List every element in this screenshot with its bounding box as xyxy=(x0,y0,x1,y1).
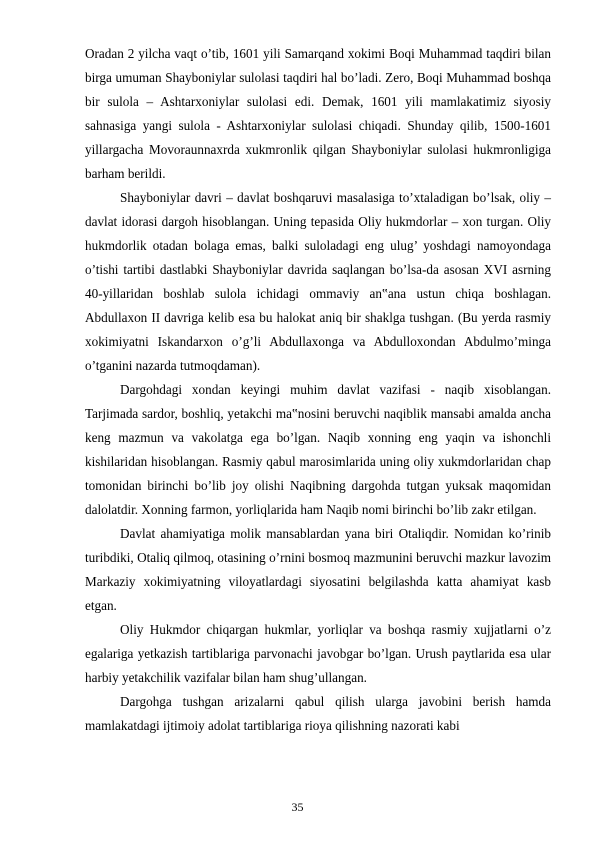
paragraph-2: Shayboniylar davri – davlat boshqaruvi masalasiga to’xtaladigan bo’lsak, oliy – davlat idorasi dargoh hisoblangan. Uning tepasida Oliy hukmdorlar – xon turgan. Oliy hukmdorlik otadan bolaga emas, balki suloladagi eng ulug’ yoshdagi namoyondaga o’tishi tartibi dastlabki Shayboniylar davrida saqlangan bo’lsa-da asosan XVI asrning 40-yillaridan boshlab sulola ichidagi ommaviy an‟ana ustun chiqa boshlagan. Abdullaxon II davriga kelib esa bu halokat aniq bir shaklga tushgan. (Bu yerda rasmiy xokimiyatni Iskandarxon o’g’li Abdullaxonga va Abdulloxondan Abdulmo’minga o’tganini nazarda tutmoqdaman). xyxy=(85,190,551,373)
paragraph-3: Dargohdagi xondan keyingi muhim davlat vazifasi - naqib xisoblangan. Tarjimada sardor, boshliq, yetakchi ma‟nosini beruvchi naqiblik mansabi amalda ancha keng mazmun va vakolatga ega bo’lgan. Naqib xonning eng yaqin va ishonchli kishilaridan hisoblangan. Rasmiy qabul marosimlarida uning oliy xukmdorlaridan chap tomonidan birinchi bo’lib joy olishi Naqibning dargohda tutgan yuksak maqomidan dalolatdir. Xonning farmon, yorliqlarida ham Naqib nomi birinchi bo’lib zakr etilgan. xyxy=(85,382,551,517)
paragraph-6: Dargohga tushgan arizalarni qabul qilish ularga javobini berish hamda mamlakatdagi ijtimoiy adolat tartiblariga rioya qilishning nazorati kabi xyxy=(85,694,551,733)
page-number: 35 xyxy=(291,800,304,814)
paragraph-4: Davlat ahamiyatiga molik mansablardan yana biri Otaliqdir. Nomidan ko’rinib turibdiki, Otaliq qilmoq, otasining o’rnini bosmoq mazmunini beruvchi mazkur lavozim Markaziy xokimiyatning viloyatlardagi siyosatini belgilashda katta ahamiyat kasb etgan. xyxy=(85,526,551,613)
paragraph-5: Oliy Hukmdor chiqargan hukmlar, yorliqlar va boshqa rasmiy xujjatlarni o’z egalariga yetkazish tartiblariga parvonachi javobgar bo’lgan. Urush paytlarida esa ular harbiy yetakchilik vazifalar bilan ham shug’ullangan. xyxy=(85,622,551,685)
paragraph-1: Oradan 2 yilcha vaqt o’tib, 1601 yili Samarqand xokimi Boqi Muhammad taqdiri bilan birga umuman Shayboniylar sulolasi taqdiri hal bo’ladi. Zero, Boqi Muhammad boshqa bir sulola – Ashtarxoniylar sulolasi edi. Demak, 1601 yili mamlakatimiz siyosiy sahnasiga yangi sulola - Ashtarxoniylar sulolasi chiqadi. Shunday qilib, 1500-1601 yillargacha Movoraunnaxrda xukmronlik qilgan Shayboniylar sulolasi hukmronligiga barham berildi. xyxy=(85,46,551,181)
body-text xyxy=(85,42,551,738)
